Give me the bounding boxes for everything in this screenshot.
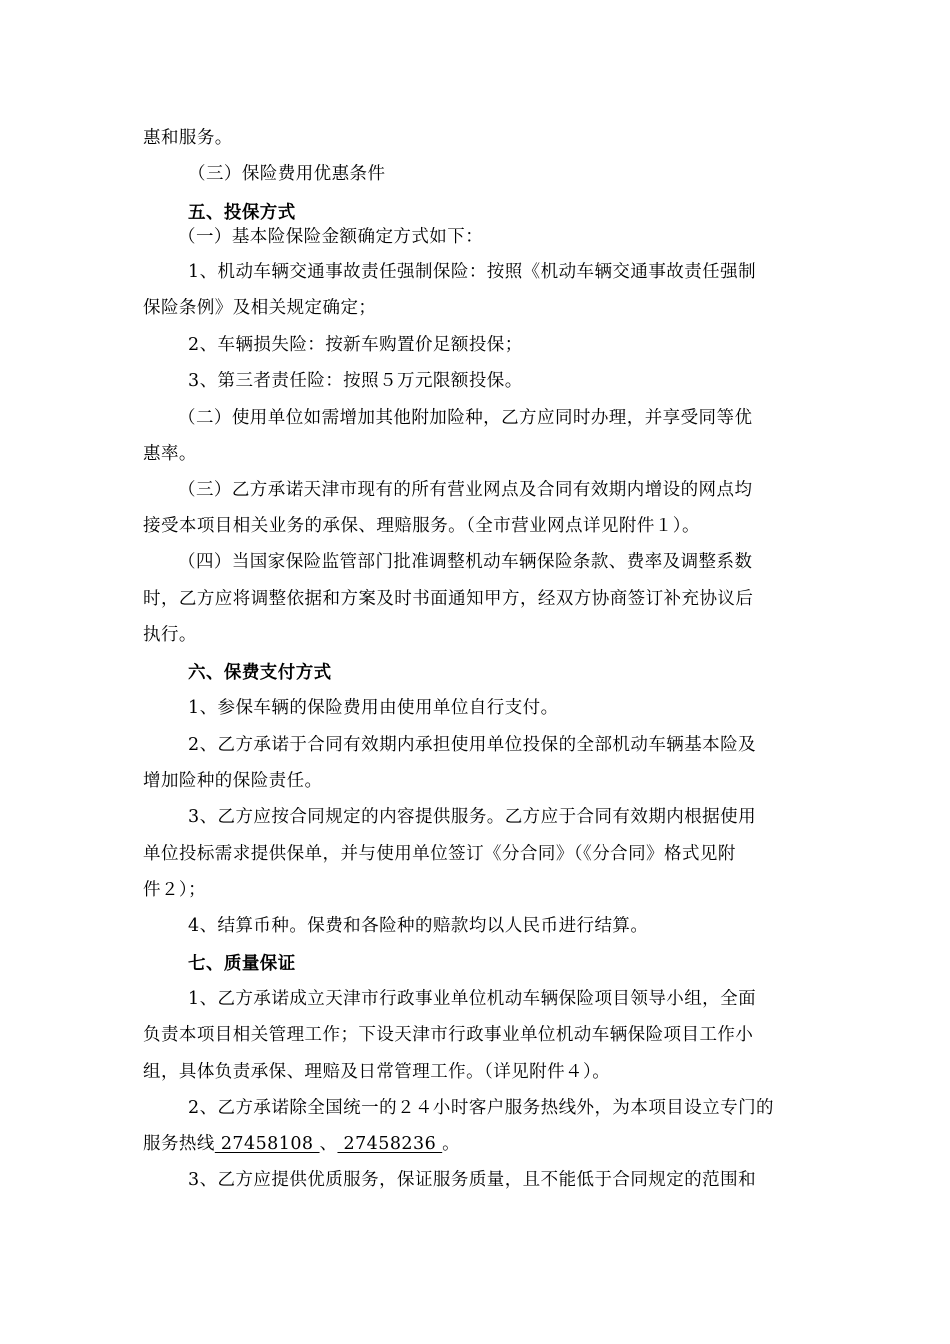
text-line: 3、第三者责任险：按照５万元限额投保。 <box>188 371 523 391</box>
text-line: 2、乙方承诺于合同有效期内承担使用单位投保的全部机动车辆基本险及 <box>188 735 757 755</box>
text-line: 惠和服务。 <box>143 128 233 148</box>
text-line: 1、乙方承诺成立天津市行政事业单位机动车辆保险项目领导小组，全面 <box>188 989 757 1009</box>
text-line: 4、结算币种。保费和各险种的赔款均以人民币进行结算。 <box>188 916 649 936</box>
section-heading: 五、投保方式 <box>188 203 296 223</box>
text-line: （三）保险费用优惠条件 <box>188 164 386 184</box>
text-line: 增加险种的保险责任。 <box>143 771 323 791</box>
section-heading: 七、质量保证 <box>188 954 296 974</box>
text-line: 2、车辆损失险：按新车购置价足额投保； <box>188 335 523 355</box>
hotline-prefix: 服务热线 <box>143 1134 215 1154</box>
text-line: 1、参保车辆的保险费用由使用单位自行支付。 <box>188 698 559 718</box>
hotline-separator: 、 <box>319 1134 338 1154</box>
text-line: （二）使用单位如需增加其他附加险种，乙方应同时办理，并享受同等优 <box>178 408 753 428</box>
text-line: 组，具体负责承保、理赔及日常管理工作。（详见附件４）。 <box>143 1062 611 1082</box>
hotline-line <box>143 1132 813 1156</box>
hotline-number-2: 27458236 <box>337 1134 443 1154</box>
text-line: 负责本项目相关管理工作；下设天津市行政事业单位机动车辆保险项目工作小 <box>143 1025 754 1045</box>
text-line: 单位投标需求提供保单，并与使用单位签订《分合同》（《分合同》格式见附 <box>143 844 736 864</box>
text-line: 执行。 <box>143 625 197 645</box>
text-line: （四）当国家保险监管部门批准调整机动车辆保险条款、费率及调整系数 <box>178 552 753 572</box>
text-line: （三）乙方承诺天津市现有的所有营业网点及合同有效期内增设的网点均 <box>178 480 753 500</box>
text-line: 2、乙方承诺除全国统一的２４小时客户服务热线外，为本项目设立专门的 <box>188 1098 774 1118</box>
text-line: 件２）； <box>143 880 207 900</box>
text-line: 保险条例》及相关规定确定； <box>143 298 377 318</box>
text-line: （一）基本险保险金额确定方式如下： <box>178 227 484 247</box>
text-line: 3、乙方应按合同规定的内容提供服务。乙方应于合同有效期内根据使用 <box>188 807 757 827</box>
text-line: 1、机动车辆交通事故责任强制保险：按照《机动车辆交通事故责任强制 <box>188 262 757 282</box>
text-line: 惠率。 <box>143 444 197 464</box>
text-line: 3、乙方应提供优质服务，保证服务质量，且不能低于合同规定的范围和 <box>188 1170 757 1190</box>
hotline-suffix: 。 <box>442 1134 461 1154</box>
section-heading: 六、保费支付方式 <box>188 663 332 683</box>
text-line: 时，乙方应将调整依据和方案及时书面通知甲方，经双方协商签订补充协议后 <box>143 589 754 609</box>
text-line: 接受本项目相关业务的承保、理赔服务。（全市营业网点详见附件１）。 <box>143 516 700 536</box>
hotline-number-1: 27458108 <box>214 1134 320 1154</box>
